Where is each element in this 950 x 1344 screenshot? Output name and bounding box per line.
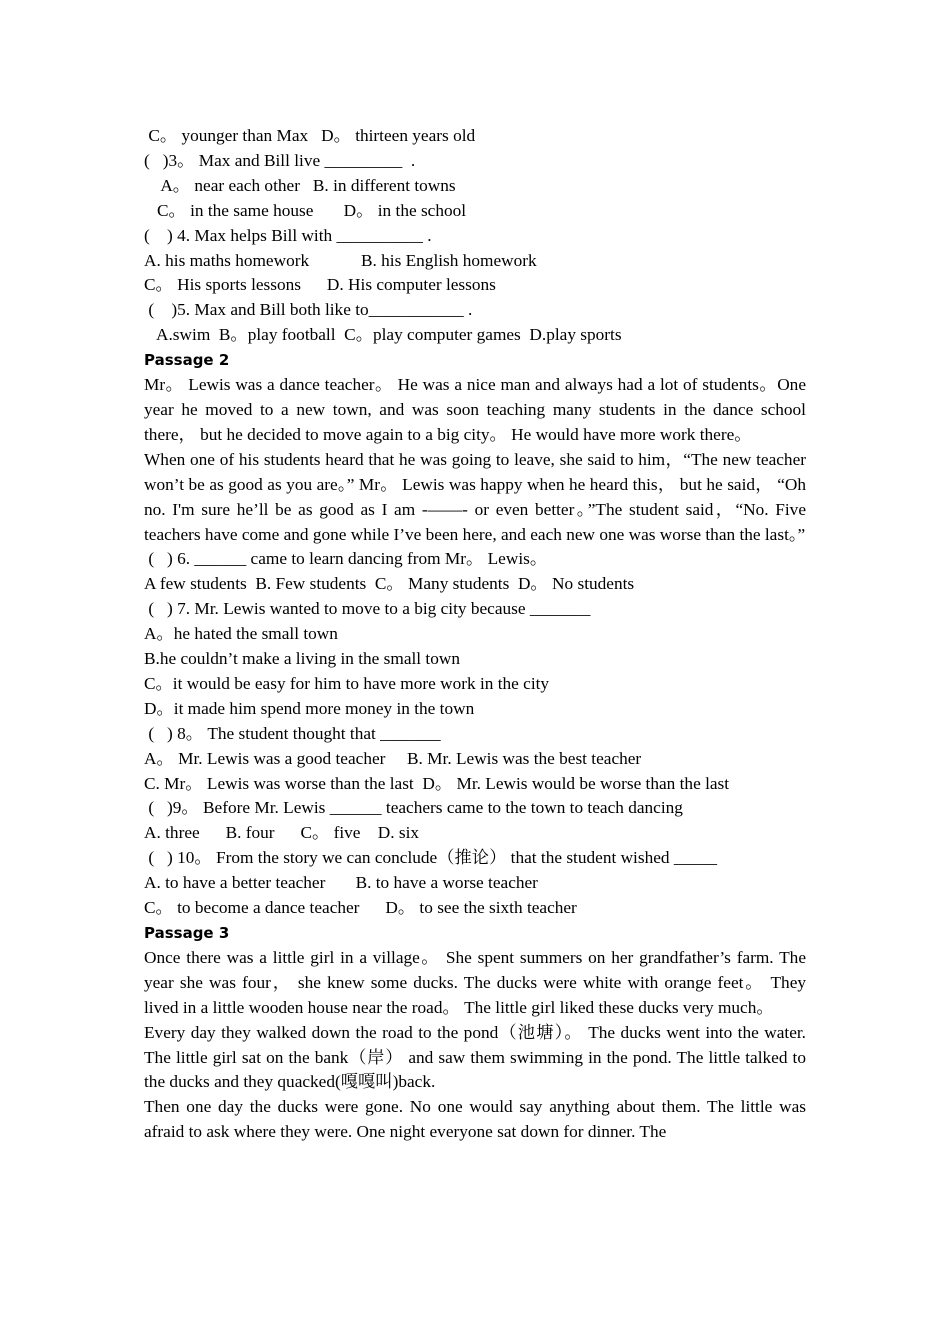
option-line: A.swim B。play football C。play computer games D.play sports	[144, 325, 622, 345]
passage-2-paragraph: Mr。 Lewis was a dance teacher。 He was a nice man and always had a lot of students。One year he moved to a new town, and was soon teaching many students in the dance school there， but he decided to move again to a big city。 He would have more work there。	[144, 375, 806, 444]
option-line: C。 younger than Max D。 thirteen years old	[144, 126, 476, 145]
passage-2-paragraph: When one of his students heard that he was going to leave, she said to him，“The new teacher won’t be as good as you are。” Mr。 Lewis was happy when he heard this， but he said， “Oh no. I'm sure he’ll be as good as I am -——- or even better。”The student said，“No. Five teachers have come and gone while I’ve been here, and each new one was worse than the last。”	[144, 449, 806, 544]
option-line: A few students B. Few students C。 Many students D。 No students	[144, 574, 635, 594]
option-line: A。 Mr. Lewis was a good teacher B. Mr. Lewis was the best teacher	[144, 748, 642, 768]
passage-3-paragraph: Once there was a little girl in a village。 She spent summers on her grandfather’s farm. The year she was four， she knew some ducks. The ducks were white with orange feet。 They lived in a little wooden house near the road。 The little girl liked these ducks very much。	[144, 947, 806, 1017]
question-4: ( ) 4. Max helps Bill with __________ .	[144, 225, 432, 245]
question-8: ( ) 8。 The student thought that _______	[144, 723, 441, 743]
option-line: C。it would be easy for him to have more work in the city	[144, 673, 550, 693]
passage1-questions	[144, 124, 806, 348]
question-10: ( ) 10。 From the story we can conclude（推论） that the student wished _____	[144, 848, 718, 868]
option-line: C. Mr。 Lewis was worse than the last D。 Mr. Lewis would be worse than the last	[144, 773, 730, 793]
question-3: ( )3。 Max and Bill live _________ .	[144, 150, 416, 170]
question-9: ( )9。 Before Mr. Lewis ______ teachers came to the town to teach dancing	[144, 798, 683, 818]
question-6: ( ) 6. ______ came to learn dancing from Mr。 Lewis。	[144, 549, 548, 569]
option-line: B.he couldn’t make a living in the small town	[144, 649, 460, 669]
passage-3-heading: Passage 3	[144, 924, 230, 942]
option-line: A。 near each other B. in different towns	[144, 175, 456, 195]
question-7: ( ) 7. Mr. Lewis wanted to move to a big city because _______	[144, 599, 591, 619]
option-line: A. three B. four C。 five D. six	[144, 823, 420, 843]
question-5: ( )5. Max and Bill both like to___________ .	[144, 300, 473, 320]
option-line: D。it made him spend more money in the town	[144, 698, 475, 718]
passage-3-paragraph: Then one day the ducks were gone. No one would say anything about them. The little was afraid to ask where they were. One night everyone sat down for dinner. The	[144, 1097, 806, 1142]
option-line: A. his maths homework B. his English homework	[144, 250, 537, 270]
option-line: C。 in the same house D。 in the school	[144, 200, 467, 220]
option-line: A. to have a better teacher B. to have a worse teacher	[144, 873, 538, 893]
option-line: C。 His sports lessons D. His computer lessons	[144, 275, 496, 295]
document-body	[144, 124, 806, 1145]
passage-2-heading: Passage 2	[144, 351, 230, 370]
option-line: A。he hated the small town	[144, 624, 338, 644]
option-line: C。 to become a dance teacher D。 to see the sixth teacher	[144, 898, 577, 918]
passage-3-paragraph: Every day they walked down the road to the pond（池塘）。 The ducks went into the water. The little girl sat on the bank（岸） and saw them swimming in the pond. The little talked to the ducks and they quacked(嘎嘎叫)back.	[144, 1022, 806, 1092]
passage2-questions	[144, 547, 806, 921]
